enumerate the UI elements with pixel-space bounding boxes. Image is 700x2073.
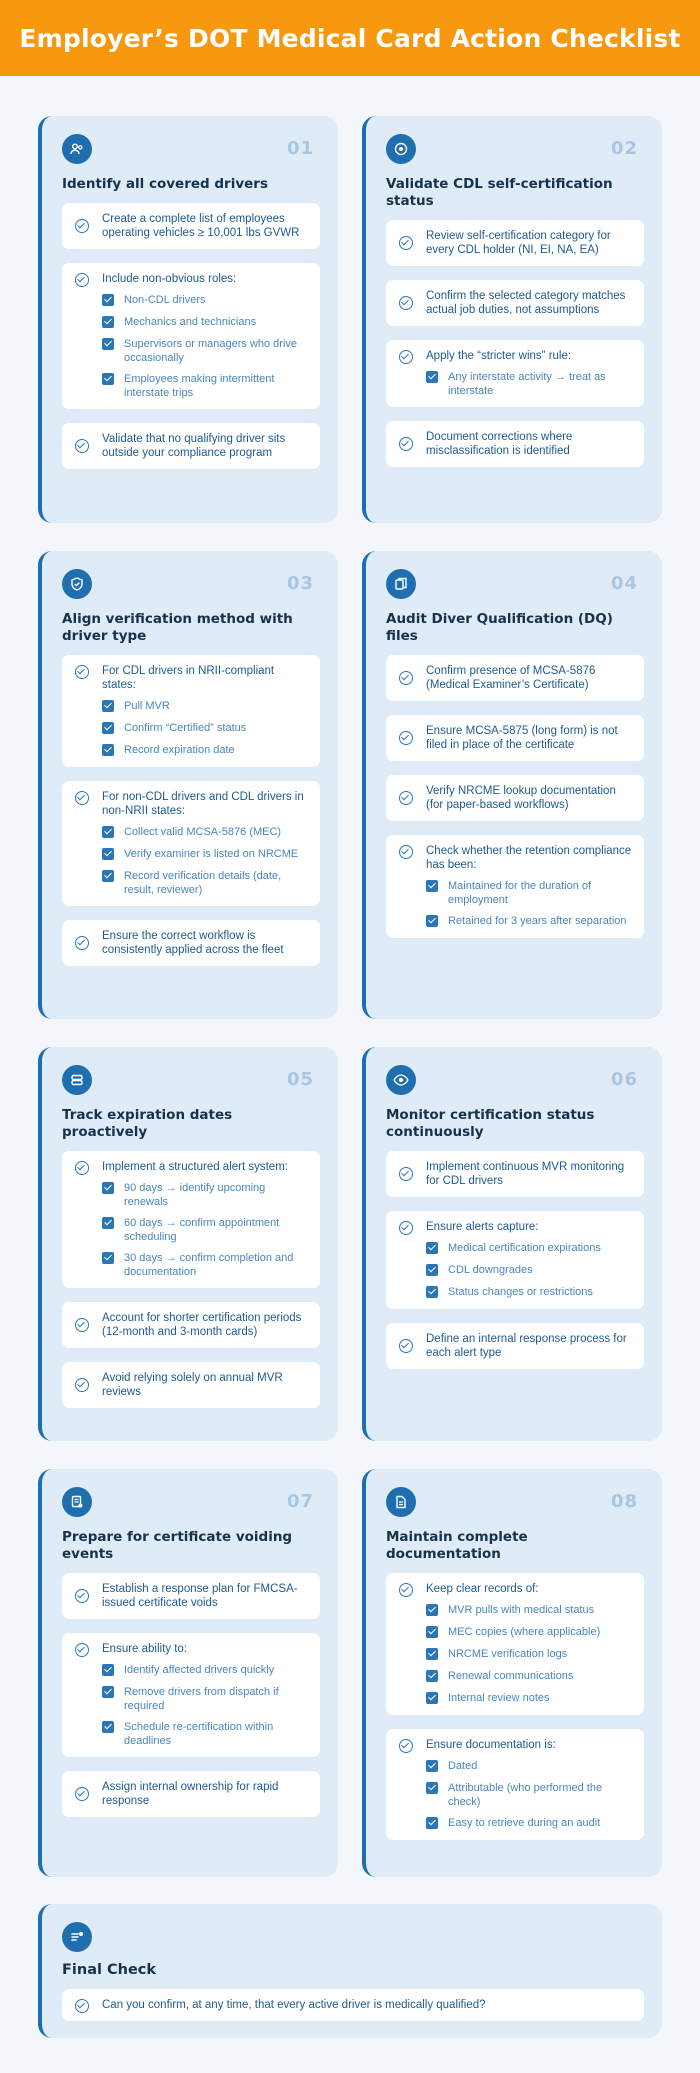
checkbox-checked-icon [426, 1817, 438, 1829]
checklist-item [386, 1151, 644, 1197]
checklist-item-text: Include non-obvious roles: [102, 273, 237, 285]
check-circle-icon [399, 236, 413, 250]
checklist-item-text: Create a complete list of employees operating vehicles ≥ 10,001 lbs GVWR [102, 213, 300, 239]
checkbox-checked-icon [426, 1782, 438, 1794]
check-circle-icon [75, 1787, 89, 1801]
checklist-subitem [102, 1664, 310, 1678]
checklist-subitem [102, 722, 310, 736]
shield-check-icon [62, 569, 92, 599]
checklist-subitem [102, 870, 310, 897]
checklist-item-text: For non-CDL drivers and CDL drivers in non-NRII states: [102, 791, 304, 817]
checklist-subitem [426, 1692, 634, 1706]
card-title: Validate CDL self-certification status [386, 176, 613, 209]
checklist-item-text: Implement a structured alert system: [102, 1161, 288, 1173]
card-number: 01 [286, 138, 314, 159]
checklist-card-01 [38, 116, 338, 523]
checklist-subitem-text: 30 days → confirm completion and documentation [124, 1252, 294, 1278]
checklist-item [62, 423, 320, 469]
checklist-subitem [102, 1252, 310, 1279]
certificate-icon [62, 1487, 92, 1517]
final-check-question: Can you confirm, at any time, that every active driver is medically qualified? [102, 1999, 486, 2011]
checklist-subitem [426, 371, 634, 398]
card-title: Maintain complete documentation [386, 1529, 528, 1562]
checklist-subitem-text: Attributable (who performed the check) [448, 1782, 603, 1808]
checklist-subitem-text: Mechanics and technicians [124, 316, 257, 328]
checklist-item-text: Keep clear records of: [426, 1583, 539, 1595]
checklist-item [62, 203, 320, 249]
people-icon [62, 134, 92, 164]
checklist-item [386, 340, 644, 407]
checklist-subitem [102, 744, 310, 758]
checkbox-checked-icon [102, 870, 114, 882]
checklist-subitem [426, 1626, 634, 1640]
checklist-item-text: Ensure alerts capture: [426, 1221, 539, 1233]
checklist-subitem [102, 1721, 310, 1748]
checklist-subitem [102, 1686, 310, 1713]
checkbox-checked-icon [426, 1242, 438, 1254]
check-circle-icon [75, 439, 89, 453]
checklist-item-text: Implement continuous MVR monitoring for CDL drivers [426, 1161, 625, 1187]
checklist-item-text: Confirm the selected category matches actual job duties, not assumptions [426, 290, 626, 316]
checklist-item-text: Ensure ability to: [102, 1643, 188, 1655]
checkbox-checked-icon [426, 1264, 438, 1276]
check-circle-icon [399, 1739, 413, 1753]
checklist-subitem [102, 294, 310, 308]
check-circle-icon [75, 1999, 89, 2013]
check-circle-icon [399, 1167, 413, 1181]
checklist-item [62, 1302, 320, 1348]
checklist-item [386, 421, 644, 467]
checklist-subitem [426, 1648, 634, 1662]
checkbox-checked-icon [102, 1217, 114, 1229]
final-check-card [38, 1904, 662, 2038]
checkbox-checked-icon [426, 1604, 438, 1616]
checklist-item [62, 1362, 320, 1408]
check-circle-icon [399, 791, 413, 805]
target-icon [386, 134, 416, 164]
checklist-subitem [102, 848, 310, 862]
checkbox-checked-icon [102, 744, 114, 756]
checklist-item-text: Ensure MCSA-5875 (long form) is not filed in place of the certificate [426, 725, 618, 751]
checklist-item-text: Avoid relying solely on annual MVR reviews [102, 1372, 283, 1398]
checklist-subitem-text: Dated [448, 1760, 478, 1772]
checklist-item [386, 1729, 644, 1840]
checklist-subitem-text: Record expiration date [124, 744, 235, 756]
card-number: 03 [286, 573, 314, 594]
checklist-subitem [426, 1817, 634, 1831]
check-circle-icon [75, 1161, 89, 1175]
checklist-subitem-text: Status changes or restrictions [448, 1286, 593, 1298]
checklist-card-05 [38, 1047, 338, 1441]
checklist-item [386, 835, 644, 938]
card-number: 07 [286, 1491, 314, 1512]
checklist-subitem [102, 338, 310, 365]
checklist-item-text: Assign internal ownership for rapid response [102, 1781, 279, 1807]
checklist-icon [62, 1922, 92, 1952]
card-number: 08 [610, 1491, 638, 1512]
checklist-subitem-text: Pull MVR [124, 700, 170, 712]
checkbox-checked-icon [426, 880, 438, 892]
checklist-subitem-text: Confirm “Certified” status [124, 722, 247, 734]
checklist-subitem-text: Any interstate activity → treat as interstate [448, 371, 606, 397]
checklist-item [386, 280, 644, 326]
checklist-subitem [426, 1670, 634, 1684]
checklist-subitem [426, 1604, 634, 1618]
checklist-item-text: Ensure documentation is: [426, 1739, 556, 1751]
page-title: Employer’s DOT Medical Card Action Checklist [19, 23, 681, 53]
checkbox-checked-icon [102, 1252, 114, 1264]
checklist-subitem [102, 826, 310, 840]
checklist-subitem [102, 700, 310, 714]
checklist-item [62, 1151, 320, 1288]
checklist-item-text: Document corrections where misclassification is identified [426, 431, 573, 457]
checklist-item-text: Ensure the correct workflow is consistently applied across the fleet [102, 930, 284, 956]
checkbox-checked-icon [426, 1626, 438, 1638]
checkbox-checked-icon [426, 371, 438, 383]
checklist-subitem [426, 1782, 634, 1809]
checklist-subitem-text: NRCME verification logs [448, 1648, 568, 1660]
checklist-item [62, 263, 320, 409]
checklist-subitem-text: Medical certification expirations [448, 1242, 601, 1254]
card-title: Identify all covered drivers [62, 176, 268, 192]
checklist-subitem [102, 316, 310, 330]
card-number: 06 [610, 1069, 638, 1090]
eye-monitor-icon [386, 1065, 416, 1095]
checklist-item-text: Verify NRCME lookup documentation (for paper-based workflows) [426, 785, 616, 811]
checklist-card-03 [38, 551, 338, 1019]
checklist-item-text: Confirm presence of MCSA-5876 (Medical Examiner’s Certificate) [426, 665, 596, 691]
check-circle-icon [75, 1589, 89, 1603]
checkbox-checked-icon [102, 1721, 114, 1733]
checklist-subitem-text: Remove drivers from dispatch if required [124, 1686, 279, 1712]
checklist-subitem-text: Identify affected drivers quickly [124, 1664, 275, 1676]
documents-icon [386, 569, 416, 599]
checklist-item [386, 1573, 644, 1715]
checklist-card-08 [362, 1469, 662, 1877]
check-circle-icon [75, 791, 89, 805]
checklist-card-02 [362, 116, 662, 523]
checklist-subitem-text: Collect valid MCSA-5876 (MEC) [124, 826, 282, 838]
checkbox-checked-icon [426, 1670, 438, 1682]
checklist-item [62, 1573, 320, 1619]
checkbox-checked-icon [102, 1686, 114, 1698]
check-circle-icon [75, 273, 89, 287]
checklist-subitem [426, 880, 634, 907]
checklist-subitem-text: CDL downgrades [448, 1264, 533, 1276]
card-title: Align verification method with driver type [62, 611, 293, 644]
checklist-subitem [102, 1182, 310, 1209]
checklist-subitem-text: Renewal communications [448, 1670, 574, 1682]
checklist-subitem [102, 1217, 310, 1244]
check-circle-icon [399, 296, 413, 310]
card-title: Audit Diver Qualification (DQ) files [386, 611, 613, 644]
checklist-subitem-text: Non-CDL drivers [124, 294, 206, 306]
checklist-item-text: Apply the “stricter wins” rule: [426, 350, 572, 362]
checklist-subitem [426, 1286, 634, 1300]
checklist-subitem-text: MEC copies (where applicable) [448, 1626, 601, 1638]
check-circle-icon [75, 1378, 89, 1392]
check-circle-icon [399, 437, 413, 451]
checklist-item [62, 1771, 320, 1817]
checklist-item [62, 655, 320, 767]
checklist-item-text: Check whether the retention compliance has been: [426, 845, 632, 871]
checkbox-checked-icon [102, 722, 114, 734]
check-circle-icon [75, 1318, 89, 1332]
checklist-card-07 [38, 1469, 338, 1877]
card-number: 04 [610, 573, 638, 594]
checkbox-checked-icon [102, 373, 114, 385]
checklist-subitem [426, 1242, 634, 1256]
checklist-grid [38, 116, 662, 1877]
check-circle-icon [399, 845, 413, 859]
checklist-item [386, 1323, 644, 1369]
checklist-item-text: Validate that no qualifying driver sits outside your compliance program [102, 433, 286, 459]
checklist-subitem-text: Schedule re-certification within deadlines [124, 1721, 274, 1747]
checklist-subitem-text: Internal review notes [448, 1692, 550, 1704]
checklist-item [62, 1633, 320, 1757]
checklist-card-06 [362, 1047, 662, 1441]
checklist-subitem-text: MVR pulls with medical status [448, 1604, 595, 1616]
checklist-item [62, 781, 320, 906]
check-circle-icon [399, 1583, 413, 1597]
check-circle-icon [399, 350, 413, 364]
checklist-subitem [426, 1760, 634, 1774]
checklist-item-text: Define an internal response process for each alert type [426, 1333, 627, 1359]
card-title: Prepare for certificate voiding events [62, 1529, 293, 1562]
checklist-item [62, 920, 320, 966]
checklist-item [386, 715, 644, 761]
check-circle-icon [399, 671, 413, 685]
checklist-item [386, 220, 644, 266]
checklist-subitem [426, 915, 634, 929]
checklist-card-04 [362, 551, 662, 1019]
checklist-subitem-text: Easy to retrieve during an audit [448, 1817, 601, 1829]
checklist-subitem [102, 373, 310, 400]
checkbox-checked-icon [102, 848, 114, 860]
checklist-item-text: For CDL drivers in NRII-compliant states: [102, 665, 275, 691]
check-circle-icon [75, 219, 89, 233]
stack-icon [62, 1065, 92, 1095]
card-number: 02 [610, 138, 638, 159]
check-circle-icon [75, 1643, 89, 1657]
checkbox-checked-icon [426, 1286, 438, 1298]
checklist-subitem-text: 90 days → identify upcoming renewals [124, 1182, 266, 1208]
checklist-subitem-text: Employees making intermittent interstate trips [124, 373, 275, 399]
checkbox-checked-icon [102, 826, 114, 838]
checkbox-checked-icon [426, 1760, 438, 1772]
check-circle-icon [75, 665, 89, 679]
checkbox-checked-icon [102, 1664, 114, 1676]
checklist-item-text: Account for shorter certification periods (12-month and 3-month cards) [102, 1312, 302, 1338]
checklist-subitem-text: Maintained for the duration of employment [448, 880, 592, 906]
checklist-item-text: Establish a response plan for FMCSA-issued certificate voids [102, 1583, 298, 1609]
final-check-question-box [62, 1989, 644, 2021]
checklist-subitem-text: Verify examiner is listed on NRCME [124, 848, 299, 860]
checkbox-checked-icon [426, 1692, 438, 1704]
card-title: Monitor certification status continuously [386, 1107, 595, 1140]
check-circle-icon [399, 1339, 413, 1353]
final-check-title: Final Check [62, 1962, 157, 1978]
checklist-subitem-text: Supervisors or managers who drive occasionally [124, 338, 298, 364]
card-number: 05 [286, 1069, 314, 1090]
card-title: Track expiration dates proactively [62, 1107, 233, 1140]
checklist-subitem-text: Record verification details (date, result, reviewer) [124, 870, 282, 896]
checkbox-checked-icon [426, 1648, 438, 1660]
checkbox-checked-icon [102, 316, 114, 328]
checkbox-checked-icon [426, 915, 438, 927]
check-circle-icon [75, 936, 89, 950]
check-circle-icon [399, 1221, 413, 1235]
checkbox-checked-icon [102, 294, 114, 306]
checkbox-checked-icon [102, 1182, 114, 1194]
header-banner [0, 0, 700, 76]
file-icon [386, 1487, 416, 1517]
checklist-item [386, 775, 644, 821]
checklist-item-text: Review self-certification category for every CDL holder (NI, EI, NA, EA) [426, 230, 611, 256]
check-circle-icon [399, 731, 413, 745]
checklist-subitem [426, 1264, 634, 1278]
checklist-subitem-text: Retained for 3 years after separation [448, 915, 627, 927]
checkbox-checked-icon [102, 338, 114, 350]
checkbox-checked-icon [102, 700, 114, 712]
checklist-item [386, 1211, 644, 1309]
checklist-subitem-text: 60 days → confirm appointment scheduling [124, 1217, 280, 1243]
checklist-item [386, 655, 644, 701]
